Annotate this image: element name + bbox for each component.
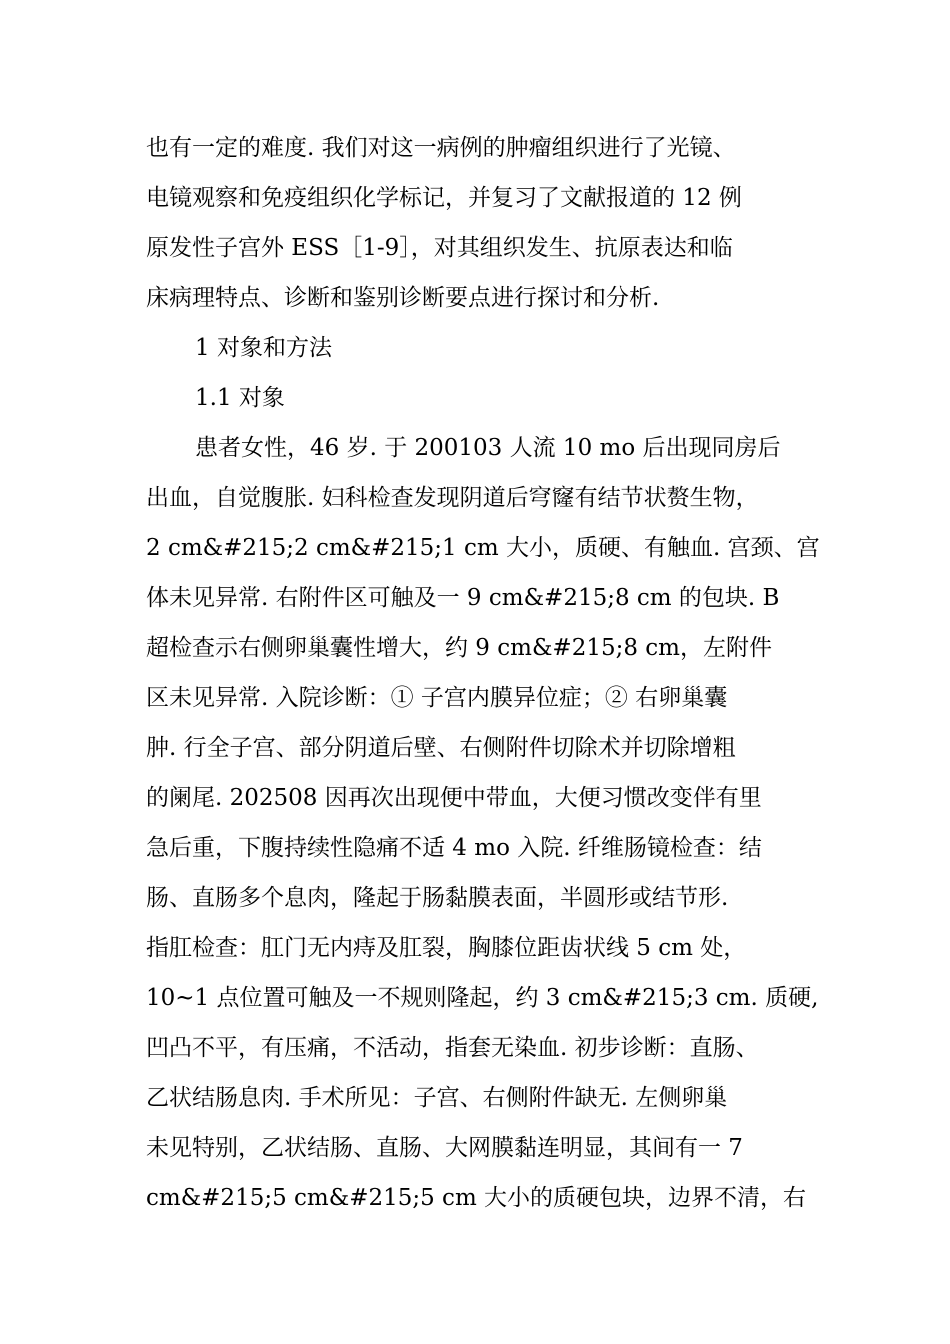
text-line: 肿. 行全子宫、部分阴道后壁、右侧附件切除术并切除增粗 [146,735,736,761]
paragraph-first-line: 患者女性，46 岁. 于 200103 人流 10 mo 后出现同房后 [195,435,781,461]
section-heading: 1 对象和方法 [195,335,332,361]
text-line: 未见特别，乙状结肠、直肠、大网膜黏连明显，其间有一 7 [146,1135,743,1161]
text-line: 体未见异常. 右附件区可触及一 9 cm&#215;8 cm 的包块. B [146,585,780,611]
text-line: 区未见异常. 入院诊断：① 子宫内膜异位症；② 右卵巢囊 [146,685,728,711]
text-line: 乙状结肠息肉. 手术所见：子宫、右侧附件缺无. 左侧卵巢 [146,1085,728,1111]
text-line: 10~1 点位置可触及一不规则隆起，约 3 cm&#215;3 cm. 质硬, [146,985,819,1011]
text-line: 原发性子宫外 ESS［1-9］，对其组织发生、抗原表达和临 [146,235,733,261]
text-line: 超检查示右侧卵巢囊性增大，约 9 cm&#215;8 cm，左附件 [146,635,772,661]
text-line: 床病理特点、诊断和鉴别诊断要点进行探讨和分析. [146,285,660,311]
text-line: 的阑尾. 202508 因再次出现便中带血，大便习惯改变伴有里 [146,785,762,811]
text-line: 凹凸不平，有压痛，不活动，指套无染血. 初步诊断：直肠、 [146,1035,759,1061]
text-line: 肠、直肠多个息肉，隆起于肠黏膜表面，半圆形或结节形. [146,885,729,911]
text-line: 2 cm&#215;2 cm&#215;1 cm 大小，质硬、有触血. 宫颈、宫 [146,535,820,561]
text-line: 急后重，下腹持续性隐痛不适 4 mo 入院. 纤维肠镜检查：结 [146,835,762,861]
subsection-heading: 1.1 对象 [195,385,285,411]
text-line: 电镜观察和免疫组织化学标记，并复习了文献报道的 12 例 [146,185,742,211]
text-line: 指肛检查：肛门无内痔及肛裂，胸膝位距齿状线 5 cm 处， [146,935,747,961]
text-line: 出血，自觉腹胀. 妇科检查发现阴道后穹窿有结节状赘生物， [146,485,759,511]
text-line: 也有一定的难度. 我们对这一病例的肿瘤组织进行了光镜、 [146,135,736,161]
text-line: cm&#215;5 cm&#215;5 cm 大小的质硬包块，边界不清，右 [146,1185,807,1211]
